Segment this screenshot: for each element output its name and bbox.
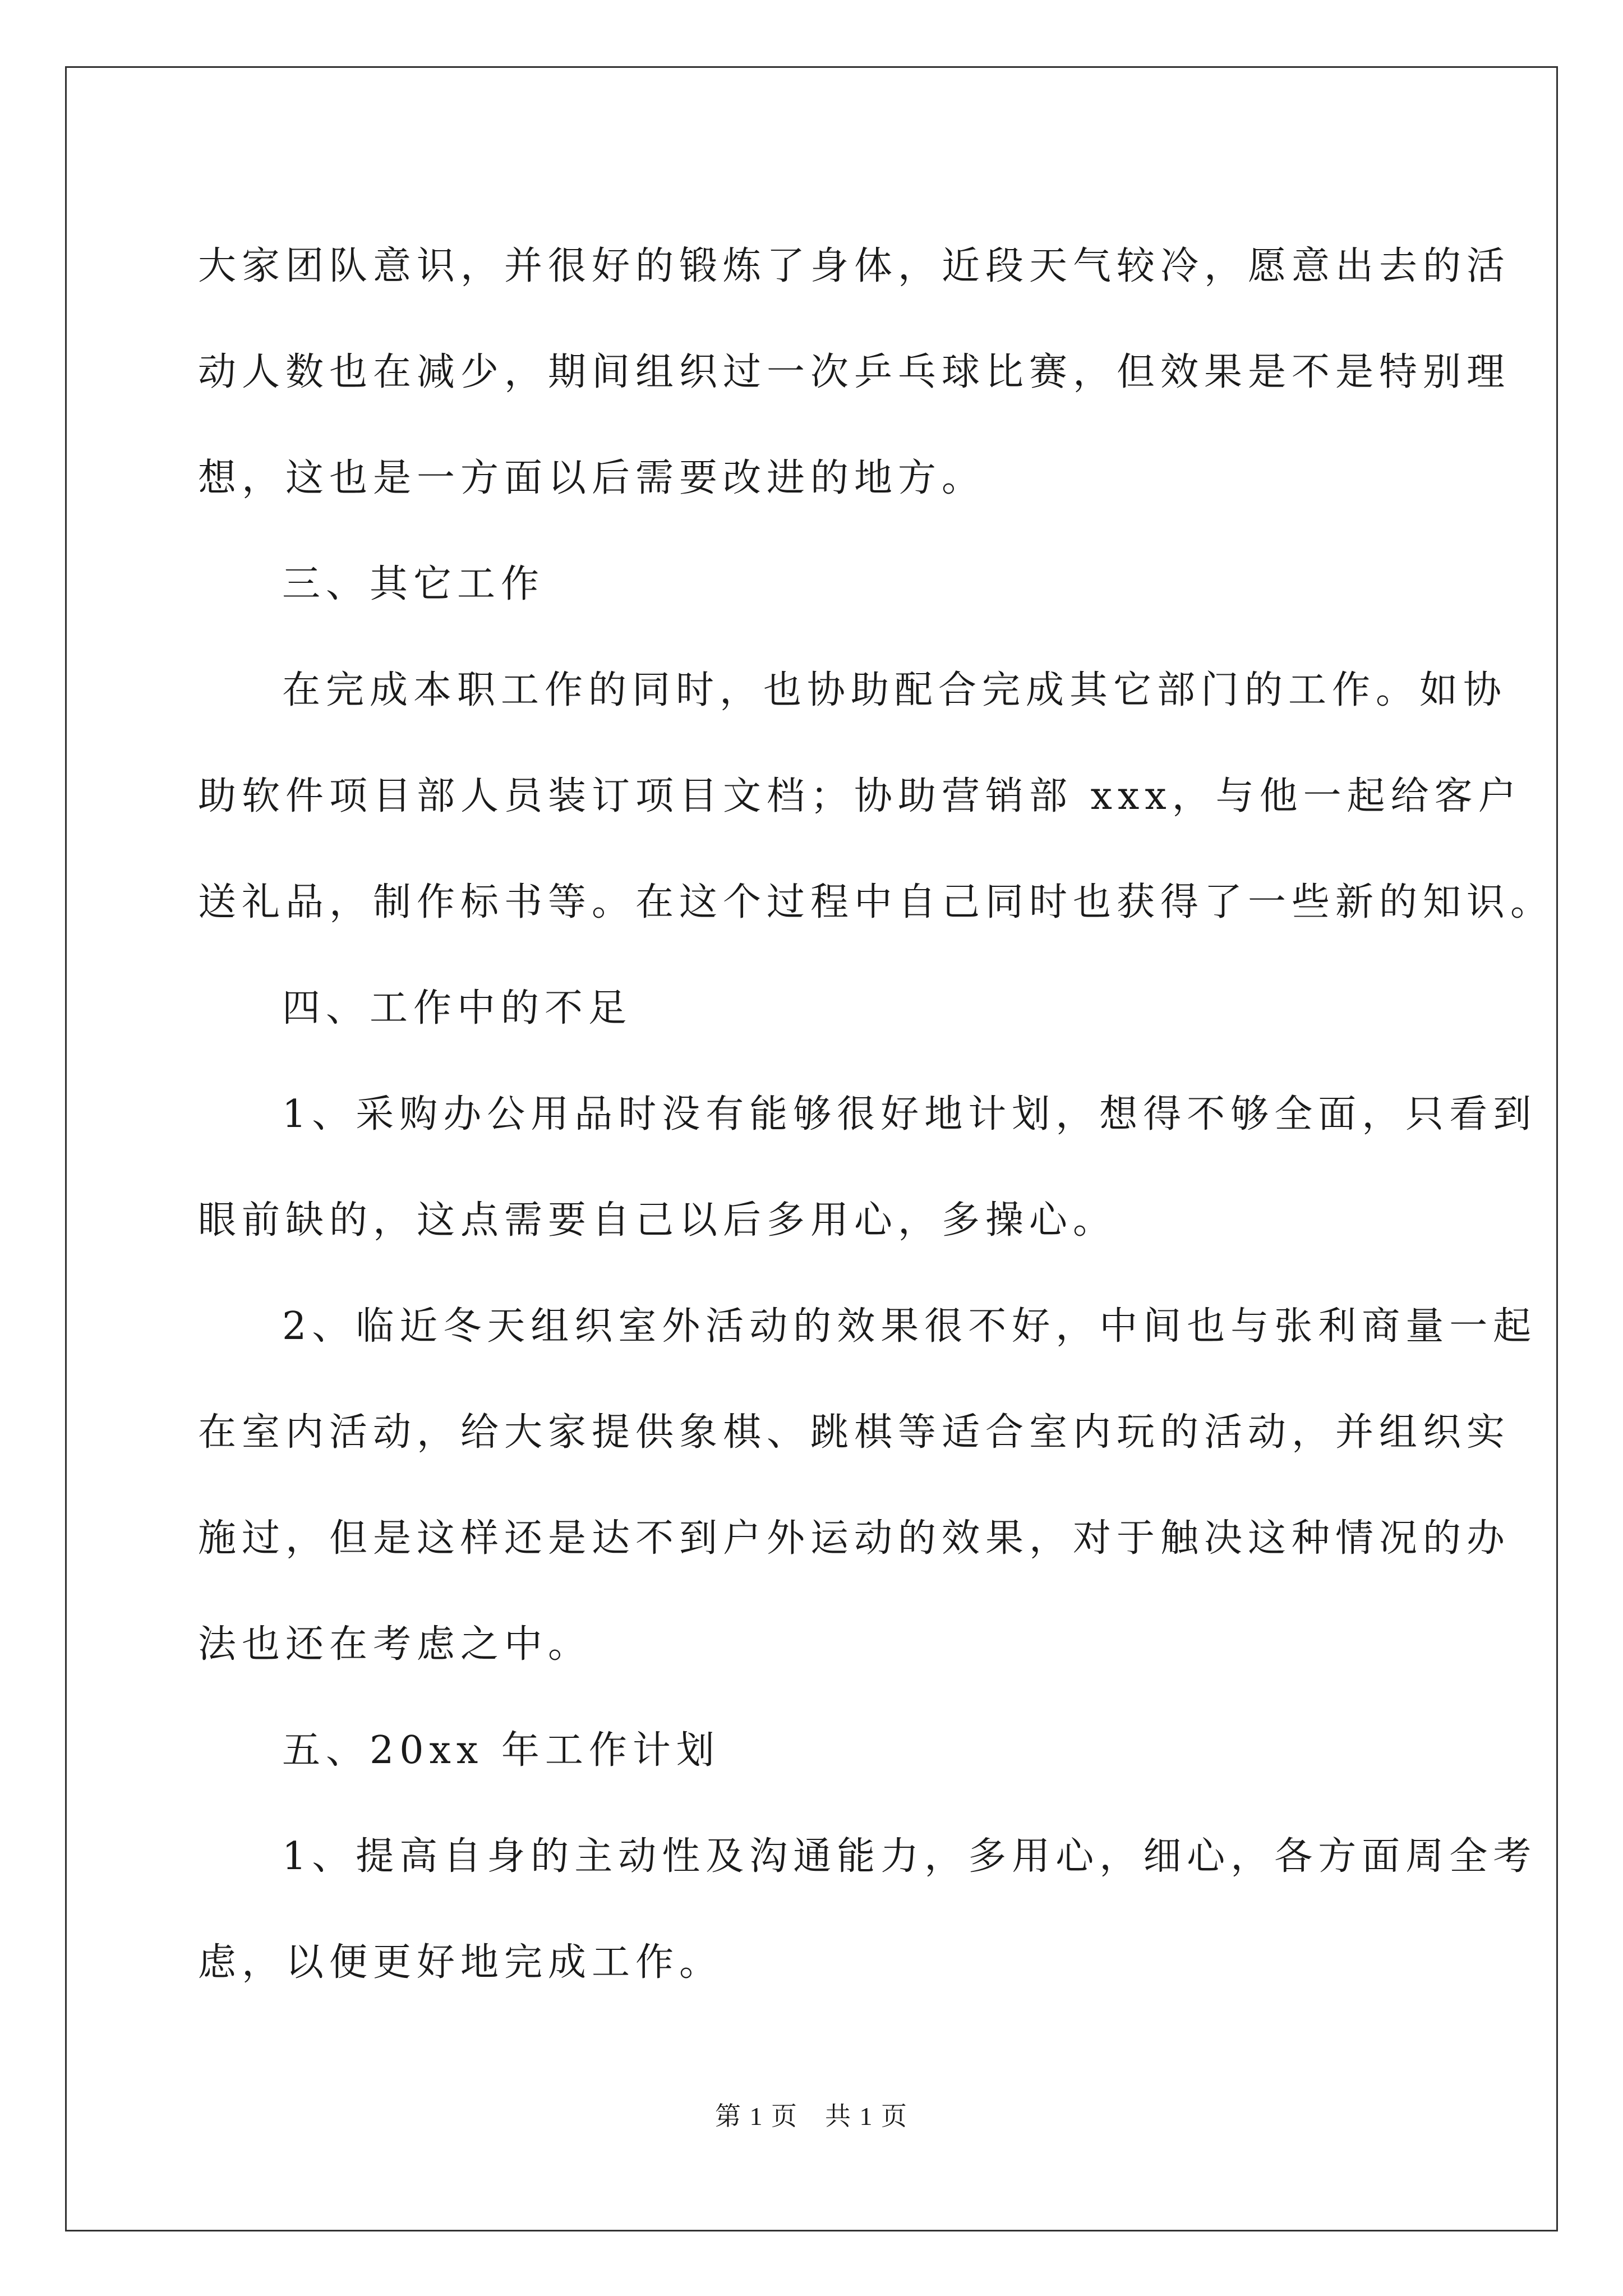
text-line: 在完成本职工作的同时，也协助配合完成其它部门的工作。如协	[282, 668, 1507, 712]
text-line: 助软件项目部人员装订项目文档；协助营销部 xxx，与他一起给客户	[198, 774, 1522, 818]
text-line: 施过，但是这样还是达不到户外运动的效果，对于触决这种情况的办	[198, 1516, 1511, 1561]
text-line: 送礼品，制作标书等。在这个过程中自己同时也获得了一些新的知识。	[198, 880, 1555, 924]
text-line: 2、临近冬天组织室外活动的效果很不好，中间也与张利商量一起	[282, 1304, 1537, 1349]
page-number-footer: 第 1 页 共 1 页	[715, 2102, 908, 2131]
text-line: 眼前缺的，这点需要自己以后多用心，多操心。	[198, 1198, 1117, 1243]
text-line: 想，这也是一方面以后需要改进的地方。	[198, 456, 986, 500]
text-line: 在室内活动，给大家提供象棋、跳棋等适合室内玩的活动，并组织实	[198, 1410, 1511, 1455]
text-line: 1、提高自身的主动性及沟通能力，多用心，细心，各方面周全考	[282, 1834, 1537, 1879]
text-line: 法也还在考虑之中。	[198, 1622, 592, 1667]
text-line: 虑，以便更好地完成工作。	[198, 1940, 723, 1985]
text-line: 1、采购办公用品时没有能够很好地计划，想得不够全面，只看到	[282, 1092, 1537, 1137]
text-line: 大家团队意识，并很好的锻炼了身体，近段天气较冷，愿意出去的活	[198, 244, 1511, 288]
document-body	[198, 213, 1555, 2016]
text-line: 动人数也在减少，期间组织过一次乒乓球比赛，但效果是不是特别理	[198, 350, 1511, 394]
section-heading: 三、其它工作	[282, 562, 545, 606]
section-heading: 五、20xx 年工作计划	[282, 1728, 720, 1773]
section-heading: 四、工作中的不足	[282, 986, 633, 1030]
